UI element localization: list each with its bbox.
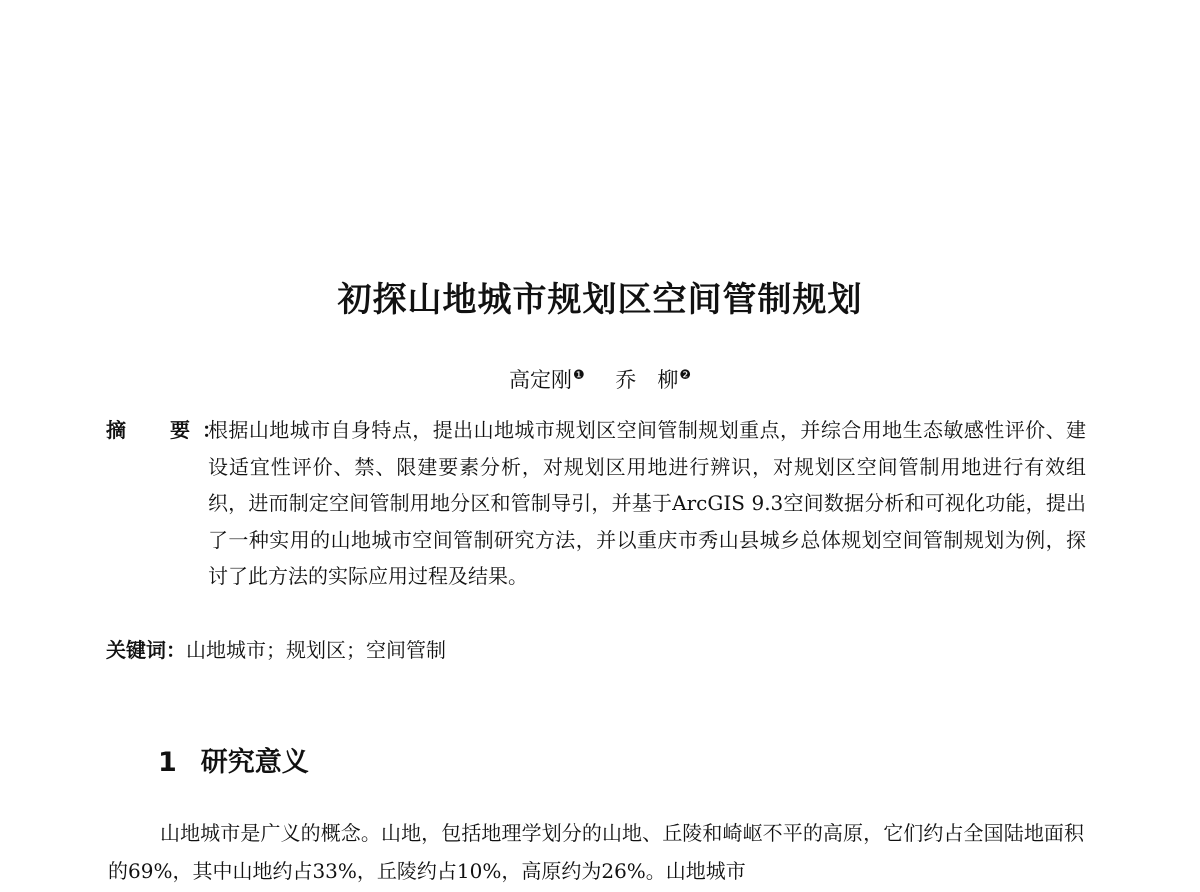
keywords <box>106 634 446 663</box>
author-1-name: 高定刚 <box>509 368 572 392</box>
abstract-label: 摘 要： <box>106 418 234 442</box>
abstract <box>106 412 1086 595</box>
author-1 <box>509 368 585 392</box>
keywords-text: 山地城市；规划区；空间管制 <box>186 638 446 662</box>
body-paragraph: 山地城市是广义的概念。山地，包括地理学划分的山地、丘陵和崎岖不平的高原，它们约占全国陆地面积的69%，其中山地约占33%，丘陵约占10%，高原约为26%。山地城市 <box>108 821 1084 883</box>
author-line <box>0 364 1200 394</box>
abstract-text: 根据山地城市自身特点，提出山地城市规划区空间管制规划重点，并综合用地生态敏感性评价、建设适宜性评价、禁、限建要素分析，对规划区用地进行辨识，对规划区空间管制用地进行有效组织，进而制定空间管制用地分区和管制导引，并基于ArcGIS 9.3空间数据分析和可视化功能，提出了一种实用的山地城市空间管制研究方法，并以重庆市秀山县城乡总体规划空间管制规划为例，探讨了此方法的实际应用过程及结果。 <box>208 418 1086 588</box>
section-number: 1 <box>158 747 177 778</box>
keywords-label: 关键词： <box>106 638 186 662</box>
author-2-name: 乔 柳 <box>615 368 679 392</box>
author-1-footnote-marker[interactable]: ❶ <box>573 368 585 383</box>
section-heading <box>158 740 309 779</box>
paper-title: 初探山地城市规划区空间管制规划 <box>337 280 863 320</box>
author-2-footnote-marker[interactable]: ❷ <box>679 368 691 383</box>
section-title: 研究意义 <box>200 747 309 778</box>
author-2 <box>615 368 691 392</box>
